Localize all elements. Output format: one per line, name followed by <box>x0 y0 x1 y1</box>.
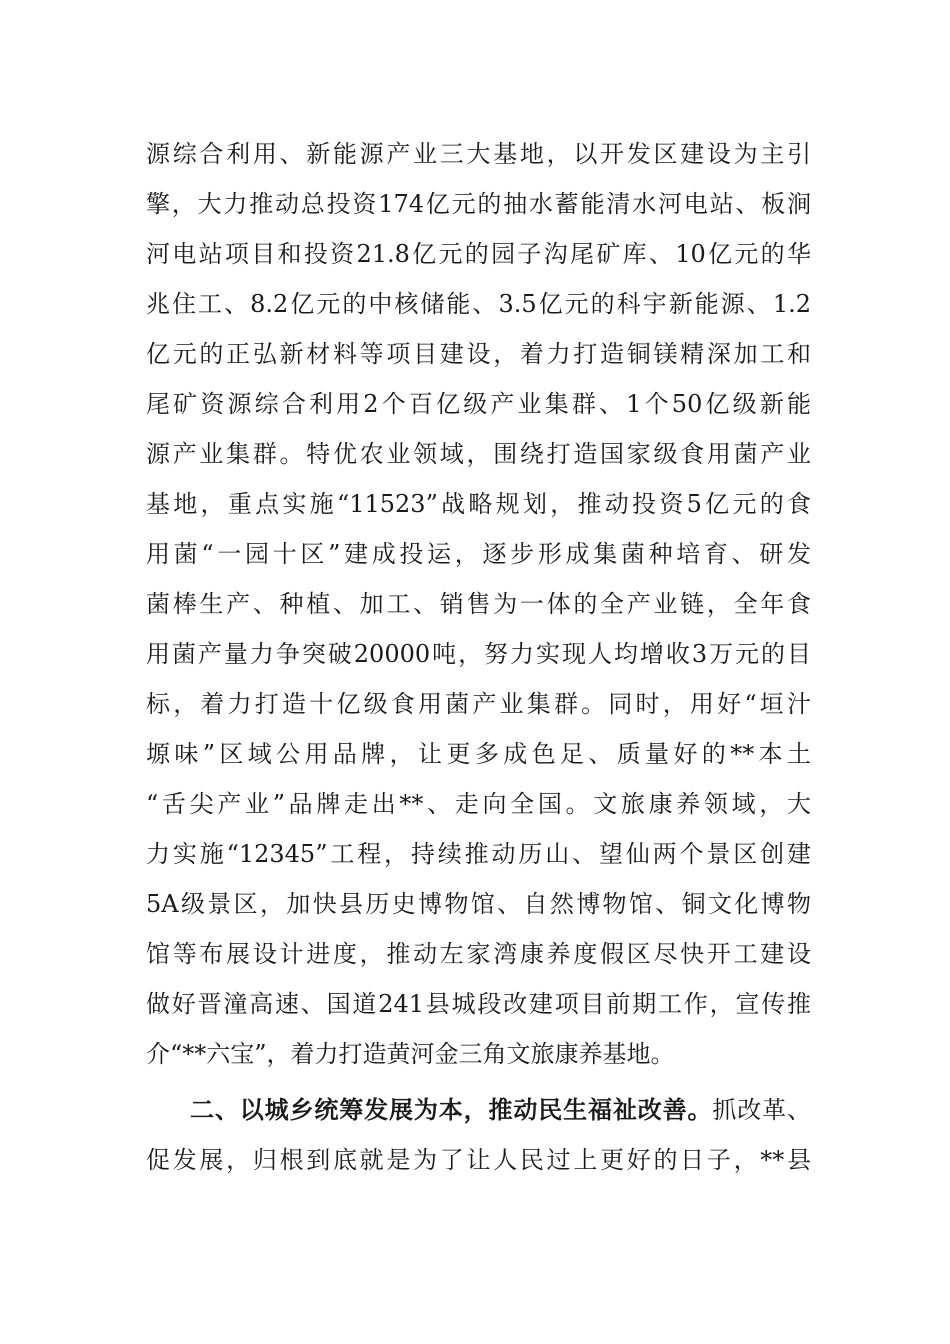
body-text-line: 兆住工、8.2亿元的中核储能、3.5亿元的科宇新能源、1.2 <box>146 290 811 318</box>
body-text-line: 用菌产量力争突破20000吨，努力实现人均增收3万元的目 <box>146 640 811 668</box>
body-text-line: 标，着力打造十亿级食用菌产业集群。同时，用好“垣汁 <box>146 690 811 718</box>
section-heading: 二、以城乡统筹发展为本，推动民生福祉改善。 <box>190 1095 713 1124</box>
body-text-line: 源产业集群。特优农业领域，围绕打造国家级食用菌产业 <box>146 440 811 468</box>
body-text-line: 菌棒生产、种植、加工、销售为一体的全产业链，全年食 <box>146 590 811 618</box>
body-text-line: 基地，重点实施“11523”战略规划，推动投资5亿元的食 <box>146 490 811 518</box>
paragraph-industry-bases <box>146 129 811 1079</box>
body-text-line: 介“**六宝”，着力打造黄河金三角文旅康养基地。 <box>146 1040 675 1068</box>
body-text-line: 源综合利用、新能源产业三大基地，以开发区建设为主引 <box>146 140 811 168</box>
body-text-inline: 抓改革、 <box>712 1096 811 1124</box>
body-text-line: 促发展，归根到底就是为了让人民过上更好的日子，**县 <box>146 1146 811 1174</box>
body-text-line: 馆等布展设计进度，推动左家湾康养度假区尽快开工建设 <box>146 940 811 968</box>
body-text-line: 5A级景区，加快县历史博物馆、自然博物馆、铜文化博物 <box>146 890 811 918</box>
body-text-line: “舌尖产业”品牌走出**、走向全国。文旅康养领域，大 <box>146 790 811 818</box>
paragraph-urban-rural <box>146 1085 811 1185</box>
body-text-line: 用菌“一园十区”建成投运，逐步形成集菌种培育、研发 <box>146 540 811 568</box>
body-text-line: 做好晋潼高速、国道241县城段改建项目前期工作，宣传推 <box>146 990 811 1018</box>
body-text-line: 力实施“12345”工程，持续推动历山、望仙两个景区创建 <box>146 840 811 868</box>
body-text-line: 擎，大力推动总投资174亿元的抽水蓄能清水河电站、板涧 <box>146 190 811 218</box>
body-text-line: 河电站项目和投资21.8亿元的园子沟尾矿库、10亿元的华 <box>146 240 811 268</box>
body-text-line: 塬味”区域公用品牌，让更多成色足、质量好的**本土 <box>146 740 811 768</box>
body-text-line: 亿元的正弘新材料等项目建设，着力打造铜镁精深加工和 <box>146 340 811 368</box>
section-heading-line <box>146 1085 811 1135</box>
body-text-line: 尾矿资源综合利用2个百亿级产业集群、1个50亿级新能 <box>146 390 811 418</box>
